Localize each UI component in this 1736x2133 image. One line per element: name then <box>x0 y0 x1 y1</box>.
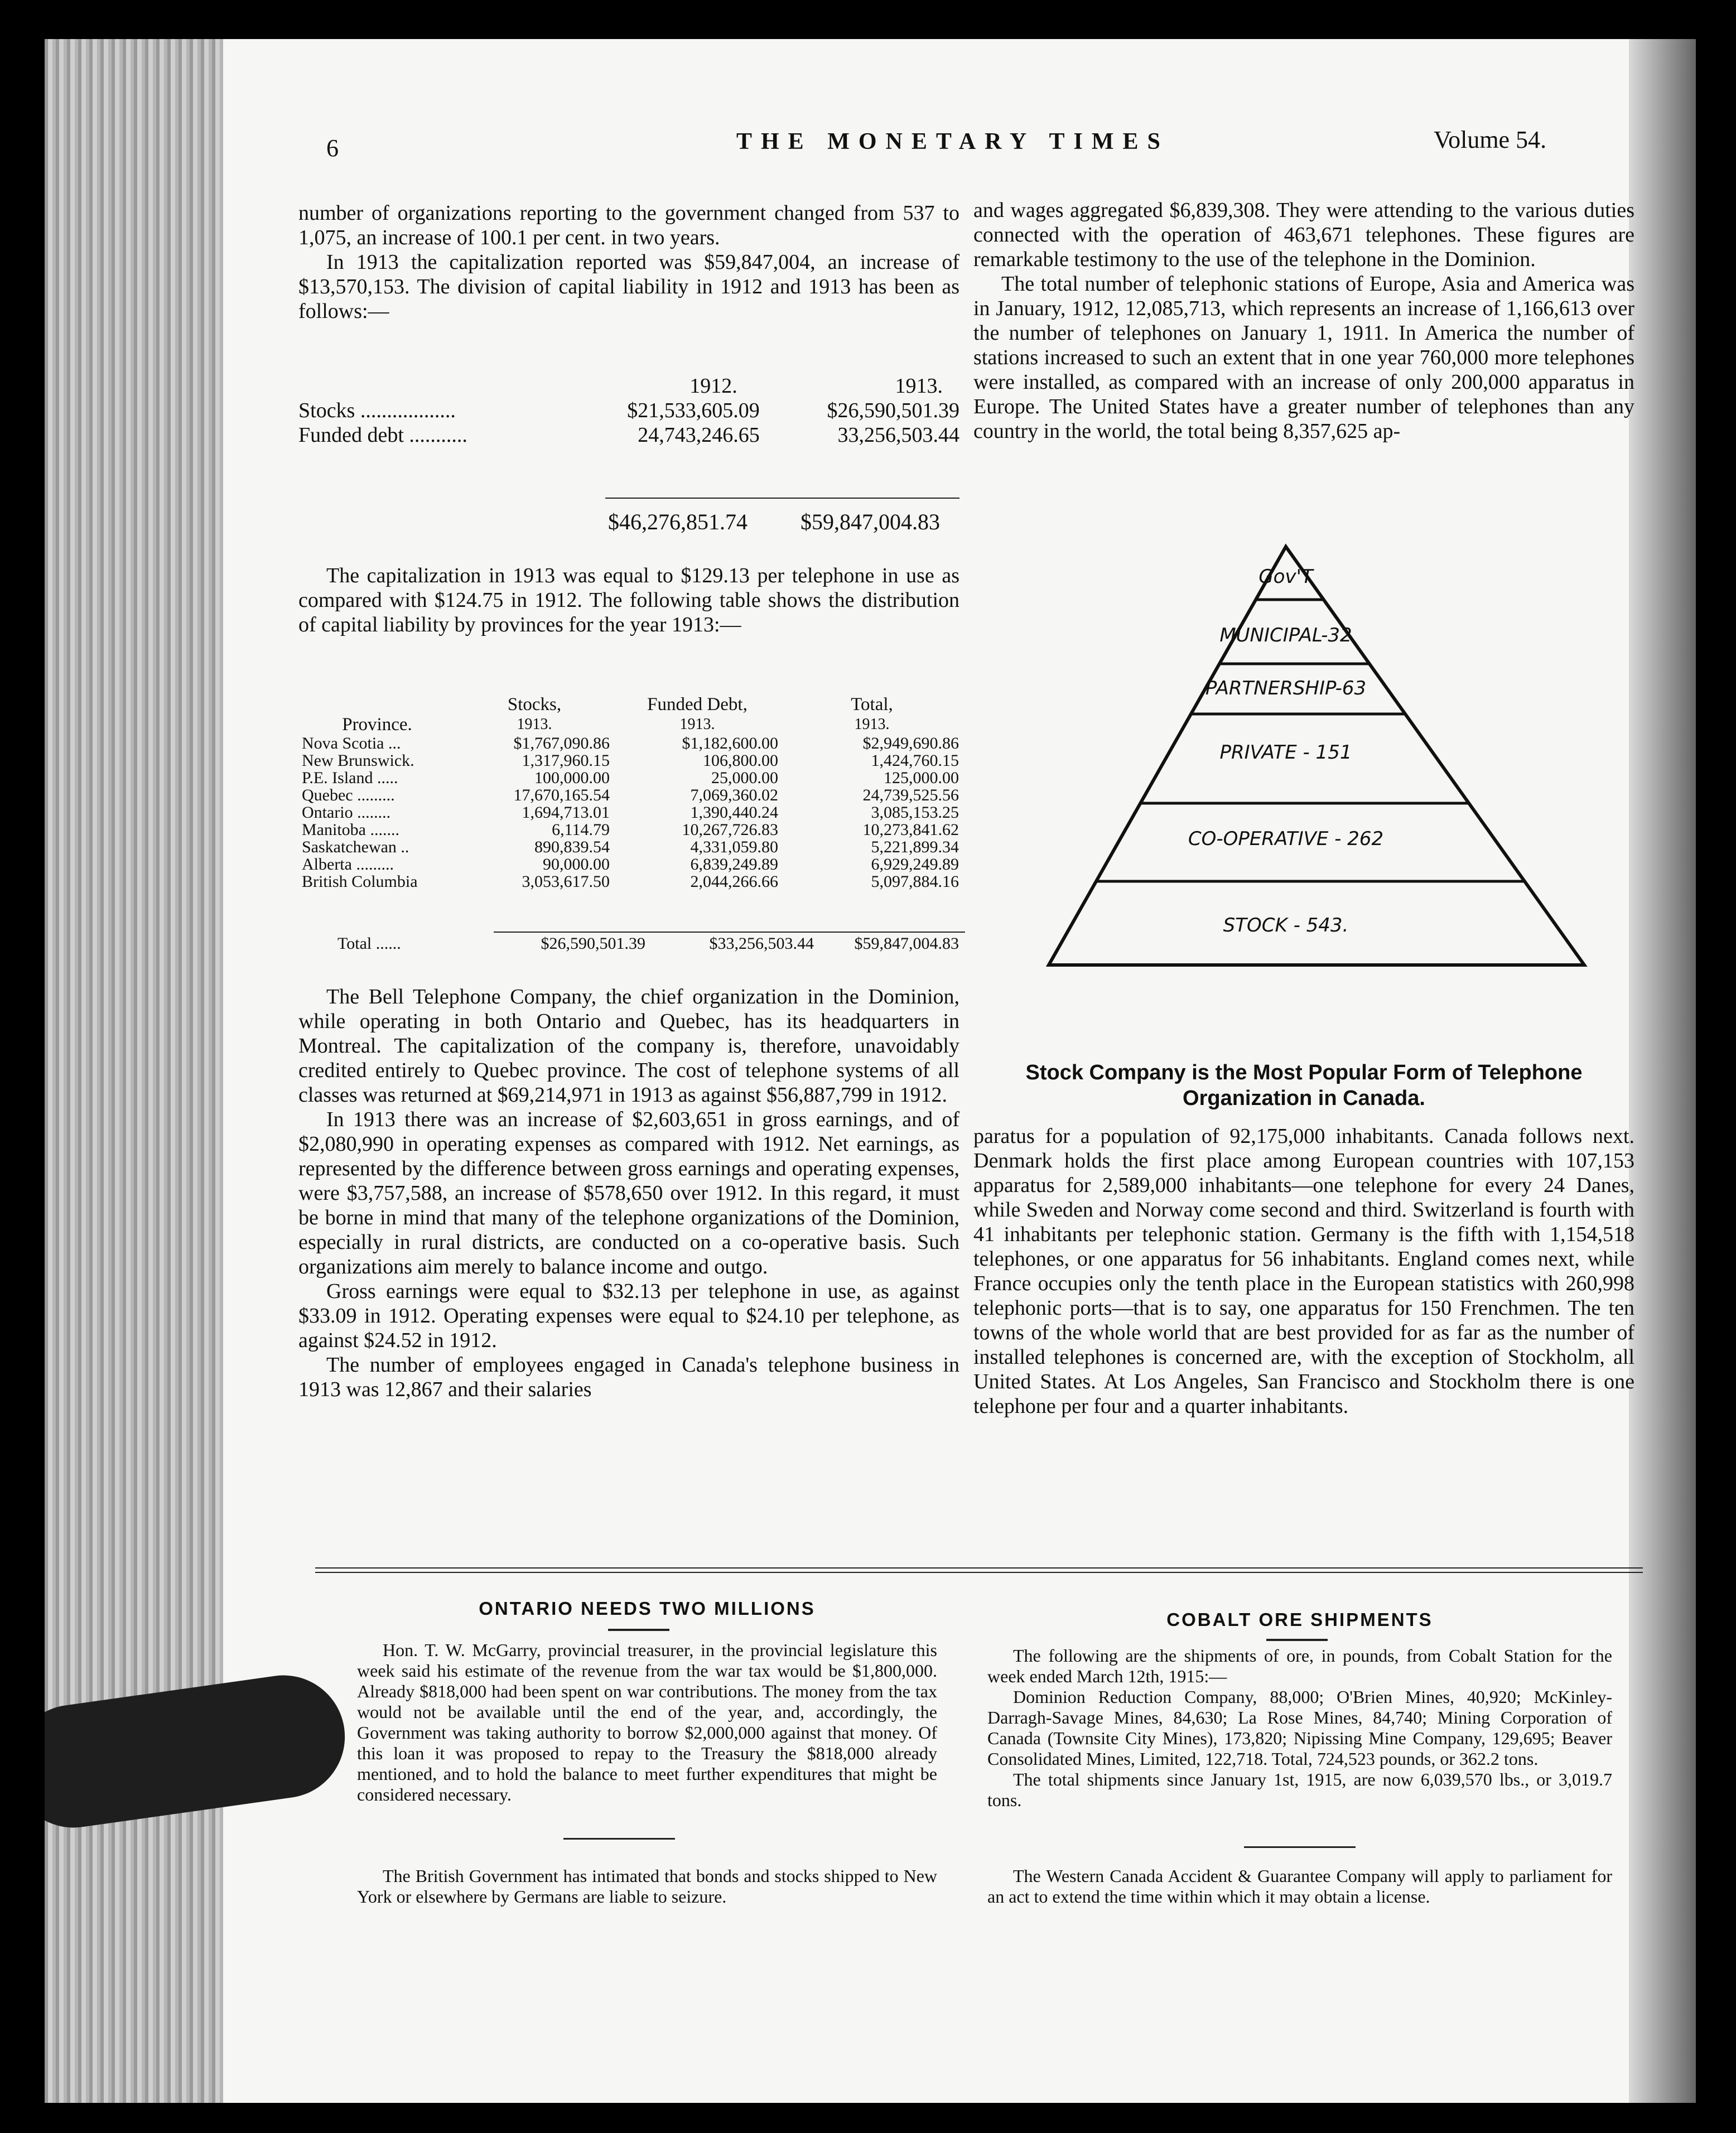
prov-cell-funded: 10,267,726.83 <box>682 821 778 839</box>
section-divider-top <box>315 1567 1643 1569</box>
prov-total-total: $59,847,004.83 <box>854 934 959 953</box>
page-scan <box>45 39 1696 2103</box>
cap-row-label: Stocks .................. <box>298 399 456 422</box>
prov-total-label: Total ...... <box>337 934 401 953</box>
prov-cell-stocks: 1,694,713.01 <box>522 803 610 822</box>
table-row <box>298 804 962 821</box>
cap-header-1913: 1913. <box>895 374 943 398</box>
prov-cell-total: 6,929,249.89 <box>871 855 959 874</box>
intro-paragraph-2: In 1913 the capitalization reported was $59,847,004, an increase of $13,570,153. The division of capital liability in 1912 and 1913 has been as follows:— <box>298 250 959 323</box>
prov-cell-stocks: $1,767,090.86 <box>513 734 610 752</box>
cap-row-1912: $21,533,605.09 <box>627 399 760 422</box>
cap-row-1913: $26,590,501.39 <box>827 399 959 422</box>
prov-cell-stocks: 890,839.54 <box>534 838 610 856</box>
prov-cell-total: 125,000.00 <box>884 769 959 787</box>
prov-cell-total: 3,085,153.25 <box>871 803 959 822</box>
cobalt-paragraph-1: The following are the shipments of ore, in pounds, from Cobalt Station for the week ended March 12th, 1915:— <box>987 1645 1612 1686</box>
intro-paragraph-1: number of organizations reporting to the government changed from 537 to 1,075, an increase of 100.1 per cent. in two years. <box>298 201 959 249</box>
table-row <box>298 873 962 890</box>
prov-header-funded-2: 1913. <box>679 716 715 733</box>
right-lower <box>973 1124 1634 1418</box>
table-row <box>298 821 962 838</box>
caption-line-1: Stock Company is the Most Popular Form of Telephone <box>1025 1061 1583 1084</box>
cap-row-label: Funded debt ........... <box>298 423 467 447</box>
cobalt-title: COBALT ORE SHIPMENTS <box>1166 1609 1433 1630</box>
ontario-article <box>357 1640 937 1805</box>
caption-line-2: Organization in Canada. <box>1183 1087 1425 1110</box>
binding-shadow <box>1629 39 1696 2103</box>
cobalt-paragraph-3: The total shipments since January 1st, 1915, are now 6,039,570 lbs., or 3,019.7 tons. <box>987 1769 1612 1810</box>
british-paragraph: The British Government has intimated that bonds and stocks shipped to New York or elsewhere by Germans are liable to seizure. <box>357 1866 937 1907</box>
capitalization-paragraph: The capitalization in 1913 was equal to $129.13 per telephone in use as compared with $124.75 in 1912. The following table shows the distribution of capital liability by provinces for the year 1913:— <box>298 564 959 636</box>
prov-cell-funded: 25,000.00 <box>711 769 778 787</box>
table-row <box>298 735 962 752</box>
volume-label: Volume 54. <box>1434 126 1547 153</box>
cap-total-rule <box>605 498 959 499</box>
prov-cell-total: 10,273,841.62 <box>862 821 959 839</box>
prov-cell-province: Alberta ......... <box>302 855 394 874</box>
cap-header-1912: 1912. <box>689 374 737 398</box>
cap-row-1913: 33,256,503.44 <box>837 423 959 447</box>
section-divider-bottom <box>315 1572 1643 1573</box>
prov-header-total-1: Total, <box>851 694 893 715</box>
wages-paragraph: and wages aggregated $6,839,308. They were attending to the various duties connected with the operation of 463,671 telephones. These figures are remarkable testimony to the use of the telephone in the Dominion. <box>973 199 1634 271</box>
prov-total-stocks: $26,590,501.39 <box>541 934 645 953</box>
pyramid-level-label: CO-OPERATIVE - 262 <box>1188 828 1384 850</box>
bell-paragraph: The Bell Telephone Company, the chief organization in the Dominion, while operating in both Ontario and Quebec, has its headquarters in Montreal. The capitalization of the company is, therefore, unavoidably credited entirely to Quebec province. The cost of telephone systems of all classes was returned at $69,214,971 in 1913 as against $56,887,799 in 1912. <box>298 985 959 1107</box>
table-row <box>298 786 962 804</box>
table-row <box>298 423 959 447</box>
left-mid <box>298 563 959 637</box>
prov-cell-province: New Brunswick. <box>302 751 414 770</box>
british-note <box>357 1866 937 1907</box>
prov-header-stocks-1: Stocks, <box>507 694 562 715</box>
prov-cell-funded: 106,800.00 <box>703 751 778 770</box>
prov-cell-province: Manitoba ....... <box>302 821 399 839</box>
prov-header-funded-1: Funded Debt, <box>647 694 748 715</box>
table-row <box>298 752 962 769</box>
prov-header-total-2: 1913. <box>854 716 890 733</box>
pyramid-level-label: STOCK - 543. <box>1223 914 1349 937</box>
cobalt-article <box>987 1645 1612 1811</box>
prov-total-funded: $33,256,503.44 <box>709 934 814 953</box>
table-row <box>298 398 959 423</box>
prov-cell-total: 24,739,525.56 <box>862 786 959 804</box>
prov-cell-stocks: 6,114.79 <box>552 821 610 839</box>
table-row <box>298 856 962 873</box>
capital-liability-table <box>298 374 959 447</box>
table-row <box>298 838 962 856</box>
cap-total-1912: $46,276,851.74 <box>608 509 748 534</box>
prov-cell-funded: 1,390,440.24 <box>690 803 778 822</box>
province-table <box>298 694 962 890</box>
prov-cell-province: Quebec ......... <box>302 786 395 804</box>
prov-cell-stocks: 100,000.00 <box>534 769 610 787</box>
pyramid-level-label: Gov'T <box>1258 566 1313 588</box>
prov-header-stocks-2: 1913. <box>517 716 552 733</box>
europe-paragraph: paratus for a population of 92,175,000 inhabitants. Canada follows next. Denmark holds the first place among European countries with 107,153 apparatus for 2,589,000 inhabitants—one telephone for every 24 Danes, while Sweden and Norway come second and third. Switzerland is fourth with 41 inhabitants per telephonic station. Germany is the fifth with 1,154,518 telephones, or one apparatus for 56 inhabitants. England comes next, while France occupies only the tenth place in the European statistics with 260,998 telephonic ports—that is to say, one apparatus for 150 Frenchmen. The ten towns of the whole world that are best provided for as far as the number of installed telephones is concerned are, with the exception of Stockholm, all United States. At Los Angeles, San Francisco and Stockholm there is one telephone per four and a quarter inhabitants. <box>973 1125 1634 1418</box>
cap-row-1912: 24,743,246.65 <box>638 423 760 447</box>
prov-cell-province: Nova Scotia ... <box>302 734 401 752</box>
pyramid-level-label: MUNICIPAL-32 <box>1219 624 1352 646</box>
gross-earnings-paragraph: Gross earnings were equal to $32.13 per telephone in use, as against $33.09 in 1912. Operating expenses were equal to $24.10 per telephone, as against $24.52 in 1912. <box>298 1280 959 1352</box>
masthead-title: THE MONETARY TIMES <box>736 129 1169 155</box>
cobalt-title-rule <box>1266 1639 1328 1641</box>
cobalt-separator <box>1244 1846 1356 1848</box>
prov-header-province-1 <box>298 694 456 715</box>
prov-cell-funded: $1,182,600.00 <box>682 734 778 752</box>
ontario-paragraph: Hon. T. W. McGarry, provincial treasurer, in the provincial legislature this week said his estimate of the revenue from the war tax would be $1,800,000. Already $818,000 had been spent on war contributions. The money from the tax would not be available until the end of the year, and, accordingly, the Government was taking authority to borrow $2,000,000 against that money. Of this loan it was proposed to repay to the Treasury the $818,000 already mentioned, and to hold the balance to meet further expenditures that might be considered necessary. <box>357 1640 937 1804</box>
left-intro <box>298 201 959 324</box>
employees-paragraph: The number of employees engaged in Canada's telephone business in 1913 was 12,867 and their salaries <box>298 1353 959 1401</box>
right-upper <box>973 198 1634 443</box>
cobalt-paragraph-2: Dominion Reduction Company, 88,000; O'Brien Mines, 40,920; McKinley-Darragh-Savage Mines, 84,630; La Rose Mines, 84,740; Mining Corporation of Canada (Townsite City Mines), 173,820; Nipissing Mine Company, 129,695; Beaver Consolidated Mines, Limited, 122,718. Total, 724,523 pounds, or 362.2 tons. <box>987 1687 1612 1769</box>
earnings-paragraph: In 1913 there was an increase of $2,603,651 in gross earnings, and of $2,080,990 in operating expenses as compared with 1912. Net earnings, as represented by the difference between gross earnings and operating expenses, were $3,757,588, an increase of $578,650 over 1912. In this regard, it must be borne in mind that many of the telephone organizations of the Dominion, especially in rural districts, are conducted on a co-operative basis. Such organizations aim merely to balance income and outgo. <box>298 1108 959 1278</box>
western-canada-note <box>987 1866 1612 1907</box>
ontario-separator <box>563 1838 675 1840</box>
prov-cell-province: Ontario ........ <box>302 803 391 822</box>
ontario-title-rule <box>608 1629 669 1631</box>
prov-cell-total: 5,097,884.16 <box>871 872 959 891</box>
prov-cell-stocks: 1,317,960.15 <box>522 751 610 770</box>
western-canada-paragraph: The Western Canada Accident & Guarantee Company will apply to parliament for an act to extend the time within which it may obtain a license. <box>987 1866 1612 1907</box>
prov-cell-funded: 4,331,059.80 <box>690 838 778 856</box>
prov-cell-province: British Columbia <box>302 872 418 891</box>
prov-cell-total: 1,424,760.15 <box>871 751 959 770</box>
page-number: 6 <box>326 134 339 162</box>
prov-cell-funded: 7,069,360.02 <box>690 786 778 804</box>
prov-header-province-2: Province. <box>342 715 412 735</box>
pyramid-level-label: PARTNERSHIP-63 <box>1205 677 1367 699</box>
prov-total-row <box>298 935 962 952</box>
prov-cell-province: P.E. Island ..... <box>302 769 398 787</box>
prov-cell-stocks: 17,670,165.54 <box>513 786 610 804</box>
prov-cell-province: Saskatchewan .. <box>302 838 409 856</box>
pyramid-level-label: PRIVATE - 151 <box>1219 741 1352 764</box>
prov-cell-total: $2,949,690.86 <box>862 734 959 752</box>
table-row <box>298 769 962 786</box>
cap-total-1913: $59,847,004.83 <box>801 509 940 534</box>
telephone-organization-pyramid <box>993 530 1634 1088</box>
prov-cell-stocks: 3,053,617.50 <box>522 872 610 891</box>
prov-cell-funded: 2,044,266.66 <box>690 872 778 891</box>
prov-cell-funded: 6,839,249.89 <box>690 855 778 874</box>
prov-cell-total: 5,221,899.34 <box>871 838 959 856</box>
prov-total-rule <box>494 932 965 933</box>
ontario-title: ONTARIO NEEDS TWO MILLIONS <box>479 1598 816 1619</box>
stations-paragraph: The total number of telephonic stations of Europe, Asia and America was in January, 1912, 12,085,713, which represents an increase of 1,166,613 over the number of telephones on January 1, 1911. In America the number of stations increased to such an extent that in one year 760,000 more telephones were installed, as compared with an increase of only 200,000 apparatus in Europe. The United States have a greater number of telephones than any country in the world, the total being 8,357,625 ap- <box>973 272 1634 443</box>
left-lower <box>298 985 959 1402</box>
prov-cell-stocks: 90,000.00 <box>543 855 610 874</box>
pyramid-caption <box>973 1060 1634 1111</box>
